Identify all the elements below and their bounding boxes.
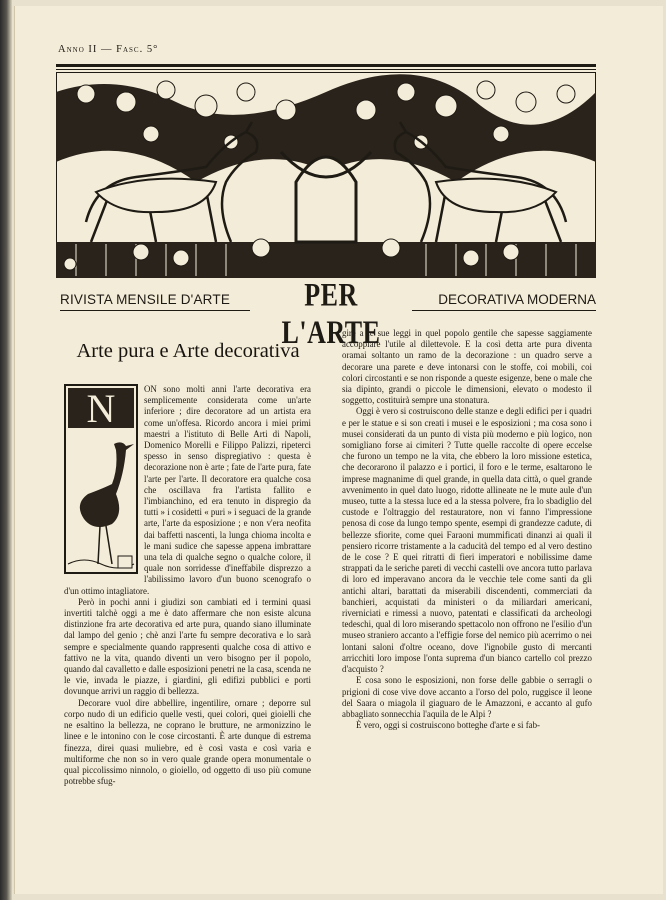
paragraph-1: ON sono molti anni l'arte decorativa era semplicemente considerata come un'arte inferiore ; dire decoratore ad un artista era come un'offesa. Ricordo ancora i miei primi maestri a l'istituto di Belle Arti di Napoli, Domenico Morelli e Filippo Palizzi, ripeterci spesso in senso dispregiativo : questa è decorazione non è arte ; fate de l'arte pura, fate l'arte per l'arte. Il decoratore era qualche cosa che oscillava fra l'artista fallito e l'imbianchino, ed era tenuto in dispregio da tutti » i cosidetti « puri » i seguaci de la grande arte, l'arte da esposizione ; e non v'era neofita dai baffetti nascenti, la lunga chioma incolta e le mani sudice che sapesse appena imbrattare una tela di qualche segno o qualche colore, il quale non sorridesse d'ineffabile disprezzo a l'abilissimo lavoro d'un buono scenografo o d'un ottimo intagliatore.	[64, 384, 311, 596]
running-head: Anno II — Fasc. 5°	[58, 44, 159, 55]
article-title: Arte pura e Arte decorativa	[76, 340, 300, 362]
masthead-title: PER L'ARTE	[281, 276, 381, 351]
masthead-left-rule	[60, 310, 250, 311]
dropcap-letter: N	[86, 386, 116, 431]
paragraph-5: Oggi è vero si costruiscono delle stanze e degli edifici per i quadri e per le statue e si son creati i musei e le esposizioni ; ma cosa sono i musei considerati da un punto di vista più moderno e più logico, non somigliano forse ai cimiteri ? Tutte quelle raccolte di opere eccelse che furono un tempo ne la vita, che ebbero la loro missione estetica, che decorarono il palazzo e i portici, il foro e le terme, esaltarono le imprese magnanime di quel grande, in quella data città, o quel grande avvenimento in quel dato luogo, ridotte allineate ne le mute aule d'un museo, tutte a la stessa luce ed a la stessa polvere, fra lo sbadiglio del custode e l'oltraggio del restauratore, non vi fanno l'impressione penosa di cose da lungo tempo spente, esempi di grandezze cadute, di bellezze sfiorite, come quei Faraoni mummificati dinanzi ai quali il pensiero ricorre tristamente a la caducità del tempo ed al vero destino de le cose ? E quei ritratti di fieri imperatori e nobilissime dame strappati da le seriche pareti di vecchi castelli ove ancora tutto parlava di loro ed imperavano ancora da le vecchie tele come santi da gli antichi altari, barattati da miserabili discendenti, commerciati da banchieri, acquistati da ministeri o da miliardari americani, riverniciati e rimessi a nuovo, patentati e classificati da archeologi tedeschi, qual di loro miserando spettacolo non offrono ne l'esilio d'un museo straniero accanto a l'effigie forse del nemico più acerrimo o nei lontani saloni d'oltre oceano, dove l'ignobile gusto di mercanti arricchiti loro impose l'onta suprema d'un bianco cartello col prezzo d'acquisto ?	[342, 406, 592, 675]
dropcap-heron-illustration	[64, 384, 138, 574]
top-rule-thin	[56, 69, 596, 70]
paragraph-2: Però in pochi anni i giudizi son cambiati ed i termini quasi invertiti talchè oggi a me è dato affermare che non esiste alcuna distinzione fra arte decorativa ed arte pura, quando siano illuminate dal lampo del genio ; chè anzi l'arte fu sempre decorativa e lo sarà sempre e specialmente quando rappresenti qualche cosa di attivo e fattivo ne la vita, quando diventi un vero bisogno per il popolo, quando dal cavalletto e dalle esposizioni penetri ne la casa, scenda ne le vie, invada le piazze, i giardini, gli edifizi pubblici e porti dovunque arrivi un raggio di bellezza.	[64, 596, 311, 697]
masthead-right-rule	[412, 310, 596, 311]
decorative-banner-illustration	[56, 72, 596, 278]
paragraph-6: E cosa sono le esposizioni, non forse delle gabbie o serragli o prigioni di cose vive dove accanto a l'orso del polo, ruggisce il leone del Saara o miagola il giaguaro de le Amazzoni, e accanto al gufo abbagliato sonnecchia l'aquila de le Alpi ?	[342, 675, 592, 719]
article-column-left	[64, 384, 311, 787]
top-rule	[56, 64, 596, 67]
book-spine-edge	[0, 0, 12, 900]
paragraph-3: Decorare vuol dire abbellire, ingentilire, ornare ; deporre sul corpo nudo di un edificio quelle vesti, quei colori, quei gioielli che ne esaltino la bellezza, ne coprano le brutture, ne armonizzino le linee e le intonino con le cose circostanti. È arte dunque di estrema finezza, direi quasi muliebre, ed è così vasta e così varia e multiforme che non so in vero quale grande opera monumentale o qual piccolissimo ninnolo, o gioiello, od oggetto di uso più comune potrebbe sfug-	[64, 697, 311, 787]
paragraph-7: È vero, oggi si costruiscono botteghe d'arte e si fab-	[356, 720, 540, 731]
masthead-left-text: RIVISTA MENSILE D'ARTE	[60, 292, 231, 307]
masthead-right-text: DECORATIVA MODERNA	[438, 292, 596, 307]
article-column-right	[342, 328, 592, 731]
paragraph-4: gire a le sue leggi in quel popolo gentile che sapesse saggiamente accoppiare l'utile al dilettevole. E la così detta arte pura diventa oramai soltanto un ramo de la decorazione : un quadro serve a decorare una parete e deve intonarsi con le stoffe, coi mobili, coi colori circostanti e se non risponde a queste esigenze, bene o male che sia dipinto, grandi o piccole le dimensioni, elevato o modesto il soggetto, costituirà sempre una stonatura.	[342, 328, 592, 406]
